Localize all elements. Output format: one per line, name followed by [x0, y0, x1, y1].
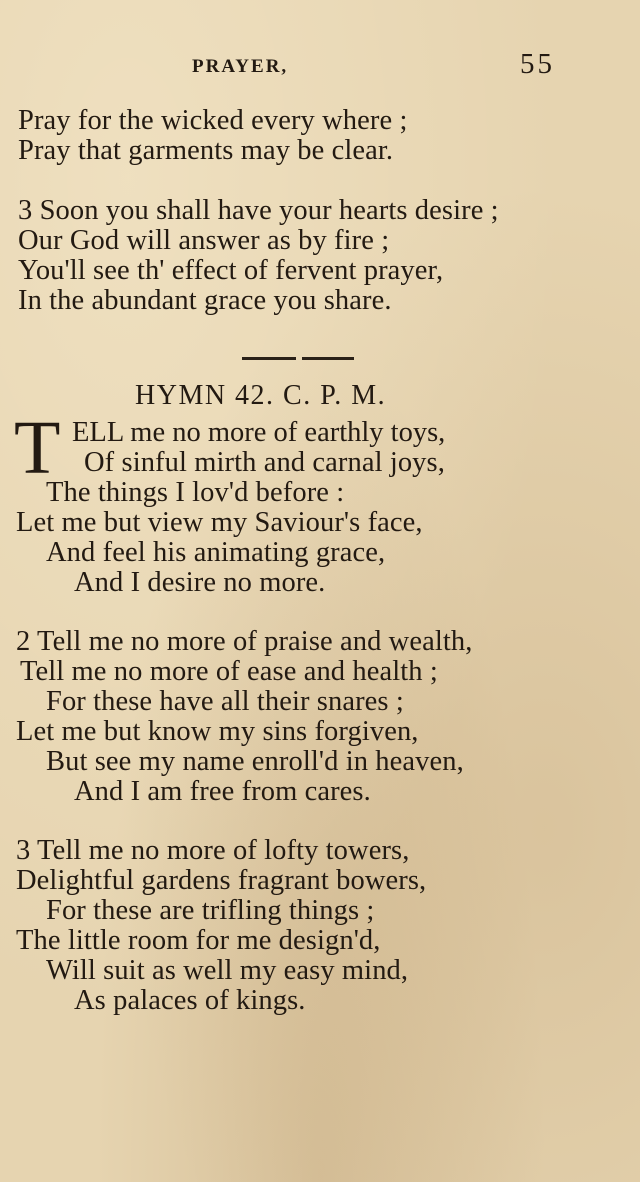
verse-line: And I am free from cares.	[74, 776, 371, 807]
verse-line: Our God will answer as by fire ;	[18, 225, 390, 256]
verse-line: As palaces of kings.	[74, 985, 306, 1016]
separator-rule	[242, 357, 296, 360]
verse-line: 3 Tell me no more of lofty towers,	[16, 835, 410, 866]
verse-line: And I desire no more.	[74, 567, 326, 598]
first-line-rest: me no more of earthly toys,	[123, 417, 446, 448]
running-head: PRAYER,	[192, 56, 289, 77]
verse-line	[72, 418, 445, 448]
verse-line: The little room for me design'd,	[16, 925, 381, 956]
verse-line: Tell me no more of ease and health ;	[20, 656, 438, 687]
verse-line: The things I lov'd before :	[46, 477, 345, 508]
verse-line: 3 Soon you shall have your hearts desire ;	[18, 195, 499, 226]
verse-line: Let me but know my sins forgiven,	[16, 716, 419, 747]
page-number: 55	[520, 48, 555, 80]
carryover-line: Pray for the wicked every where ;	[18, 105, 408, 136]
hymn-title: HYMN 42. C. P. M.	[135, 380, 387, 411]
verse-line: Of sinful mirth and carnal joys,	[84, 447, 445, 478]
verse-line: For these have all their snares ;	[46, 686, 404, 717]
verse-line: Delightful gardens fragrant bowers,	[16, 865, 427, 896]
verse-line: 2 Tell me no more of praise and wealth,	[16, 626, 473, 657]
carryover-line: Pray that garments may be clear.	[18, 135, 394, 166]
verse-line: For these are trifling things ;	[46, 895, 375, 926]
verse-line: And feel his animating grace,	[46, 537, 386, 568]
drop-cap: T	[14, 406, 61, 490]
verse-line: You'll see th' effect of fervent prayer,	[18, 255, 444, 286]
verse-line: But see my name enroll'd in heaven,	[46, 746, 464, 777]
verse-line: Will suit as well my easy mind,	[46, 955, 409, 986]
separator-rule	[302, 357, 354, 360]
verse-line: In the abundant grace you share.	[18, 285, 392, 316]
verse-line: Let me but view my Saviour's face,	[16, 507, 423, 538]
first-word-rest: ELL	[72, 417, 124, 448]
page-header	[0, 48, 640, 82]
